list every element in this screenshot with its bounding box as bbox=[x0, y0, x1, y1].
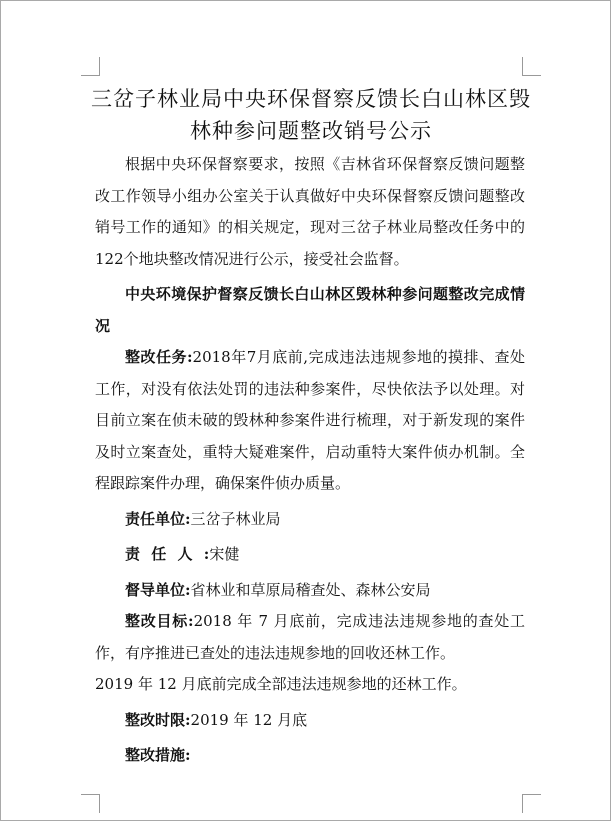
document-body bbox=[95, 149, 525, 772]
crop-mark-top-right bbox=[522, 57, 541, 76]
supervising-unit-label: 督导单位: bbox=[125, 580, 191, 599]
supervising-unit-line bbox=[95, 575, 525, 607]
crop-mark-bottom-left bbox=[81, 794, 100, 813]
responsible-unit-label: 责任单位: bbox=[125, 509, 191, 528]
deadline-label: 整改时限: bbox=[125, 710, 191, 729]
crop-mark-bottom-right bbox=[522, 794, 541, 813]
deadline-line bbox=[95, 705, 525, 737]
responsible-person-value: 宋健 bbox=[209, 545, 240, 563]
goal-text: 2018 年 7 月底前，完成违法违规参地的查处工作，有序推进已查处的违法违规参地的回收还林工作。 bbox=[95, 612, 525, 662]
supervising-unit-value: 省林业和草原局稽查处、森林公安局 bbox=[190, 580, 431, 599]
responsible-unit-line bbox=[95, 504, 525, 536]
measures-label: 整改措施: bbox=[125, 746, 191, 764]
document-title: 三岔子林业局中央环保督察反馈长白山林区毁林种参问题整改销号公示 bbox=[91, 87, 531, 143]
task-label: 整改任务: bbox=[125, 348, 193, 366]
goal-label: 整改目标: bbox=[125, 612, 194, 630]
deadline-value: 2019 年 12 月底 bbox=[190, 710, 308, 729]
task-paragraph bbox=[95, 342, 525, 500]
goal-paragraph bbox=[95, 606, 525, 669]
responsible-person-label: 责任人 bbox=[125, 545, 204, 563]
crop-mark-top-left bbox=[81, 57, 100, 76]
goal-paragraph-continued: 2019 年 12 月底前完成全部违法违规参地的还林工作。 bbox=[95, 675, 467, 693]
responsible-person-colon: : bbox=[203, 545, 210, 563]
intro-paragraph: 根据中央环保督察要求，按照《吉林省环保督察反馈问题整改工作领导小组办公室关于认真做好中央环保督察反馈问题整改销号工作的通知》的相关规定，现对三岔子林业局整改任务中的122个地块整改情况进行公示，接受社会监督。 bbox=[95, 155, 525, 268]
responsible-person-line bbox=[95, 539, 525, 571]
measures-line bbox=[95, 740, 525, 772]
responsible-unit-value: 三岔子林业局 bbox=[190, 509, 281, 528]
section-heading: 中央环境保护督察反馈长白山林区毁林种参问题整改完成情况 bbox=[95, 285, 525, 335]
task-text: 2018年7月底前,完成违法违规参地的摸排、查处工作，对没有依法处罚的违法种参案件，尽快依法予以处理。对目前立案在侦未破的毁林种参案件进行梳理，对于新发现的案件及时立案查处，重特大疑难案件，启动重特大案件侦办机制。全程跟踪案件办理，确保案件侦办质量。 bbox=[95, 348, 525, 492]
